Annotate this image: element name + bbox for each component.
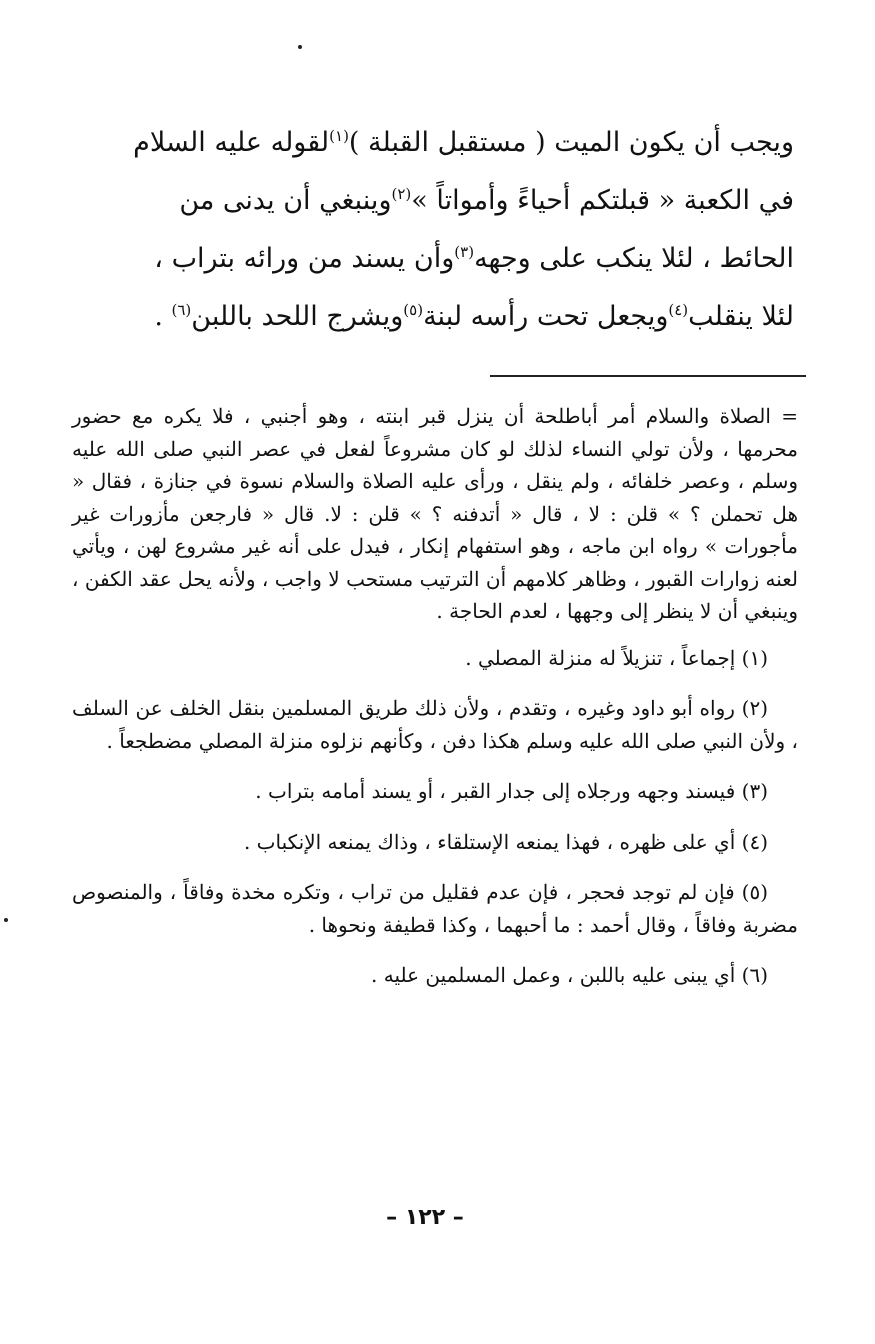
page-number: – ١٢٢ – bbox=[386, 1205, 464, 1230]
speck-mark bbox=[298, 45, 302, 49]
main-text-run: وأن يسند من ورائه بتراب ، bbox=[154, 243, 455, 274]
footnote-reference: (٣) bbox=[454, 243, 475, 261]
footnotes bbox=[72, 400, 798, 1010]
footnote-reference: (٥) bbox=[403, 301, 424, 319]
footnote-continuation: = الصلاة والسلام أمر أباطلحة أن ينزل قبر ابنته ، وهو أجنبي ، فلا يكره مع حضور محرمها ، ولأن تولي النساء لذلك لو كان مشروعاً لفعل في عصر النبي صلى الله عليه وسلم ، وعصر خلفائه ، ولم ينقل ، ورأى عليه الصلاة والسلام نسوة في جنازة ، فقال « هل تحملن ؟ » قلن : لا ، قال « أتدفنه ؟ » قلن : لا. قال « فارجعن مأزورات غير مأجورات » رواه ابن ماجه ، وهو استفهام إنكار ، فيدل على أنه غير مشروع لهن ، ويأتي لعنه زوارات القبور ، وظاهر كلامهم أن الترتيب مستحب لا واجب ، ولأنه يحل عقد الكفن ، وينبغي أن لا ينظر إلى وجهها ، لعدم الحاجة . bbox=[72, 404, 798, 623]
footnote-1 bbox=[72, 642, 798, 675]
footnote-6 bbox=[72, 959, 798, 992]
main-text-line bbox=[78, 230, 794, 288]
footnote-reference: (٢) bbox=[391, 185, 412, 203]
main-text-line bbox=[78, 288, 794, 346]
main-text bbox=[78, 114, 794, 346]
footnote-number: (٢) bbox=[741, 696, 768, 720]
speck-mark bbox=[4, 918, 8, 922]
footnote-text: رواه أبو داود وغيره ، وتقدم ، ولأن ذلك طريق المسلمين بنقل الخلف عن السلف ، ولأن النبي صلى الله عليه وسلم هكذا دفن ، وكأنهم نزلوه منزلة المصلي مضطجعاً . bbox=[72, 696, 798, 753]
footnote-text: أي على ظهره ، فهذا يمنعه الإستلقاء ، وذاك يمنعه الإنكباب . bbox=[243, 829, 736, 854]
footnote-number: (١) bbox=[741, 645, 768, 670]
footnote-reference: (١) bbox=[329, 127, 349, 145]
main-text-run: . bbox=[154, 301, 172, 332]
footnote-number: (٣) bbox=[741, 779, 768, 803]
footnote-text: فإن لم توجد فحجر ، فإن عدم فقليل من تراب ، وتكره مخدة وفاقاً ، والمنصوص مضربة وفاقاً ، وقال أحمد : ما أحبهما ، وكذا قطيفة ونحوها . bbox=[72, 880, 798, 937]
footnote-text: أي يبنى عليه باللبن ، وعمل المسلمين عليه . bbox=[371, 963, 736, 987]
footnote-reference: (٦) bbox=[171, 301, 192, 319]
main-text-line bbox=[78, 114, 794, 172]
footnote-3 bbox=[72, 775, 798, 808]
main-text-run: ويجعل تحت رأسه لبنة bbox=[423, 301, 669, 332]
main-text-run: ويشرج اللحد باللبن bbox=[191, 301, 404, 332]
footnote-2 bbox=[72, 692, 798, 757]
main-text-run: لئلا ينقلب bbox=[688, 301, 794, 332]
footnote-number: (٥) bbox=[741, 880, 768, 904]
footnote-number: (٤) bbox=[741, 829, 768, 854]
footnote-4 bbox=[72, 826, 798, 859]
main-text-line bbox=[78, 172, 794, 230]
footnote-reference: (٤) bbox=[668, 301, 689, 319]
main-text-run: لقوله عليه السلام bbox=[133, 127, 330, 158]
footnote-number: (٦) bbox=[741, 963, 768, 987]
footnote-divider bbox=[490, 375, 806, 377]
main-text-run: في الكعبة « قبلتكم أحياءً وأمواتاً » bbox=[411, 185, 794, 216]
main-text-run: الحائط ، لئلا ينكب على وجهه bbox=[474, 243, 794, 274]
main-text-run: ويجب أن يكون الميت ( مستقبل القبلة ) bbox=[348, 127, 794, 158]
footnote-text: إجماعاً ، تنزيلاً له منزلة المصلي . bbox=[465, 645, 736, 670]
footnote-text: فيسند وجهه ورجلاه إلى جدار القبر ، أو يسند أمامه بتراب . bbox=[255, 779, 736, 803]
main-text-run: وينبغي أن يدنى من bbox=[179, 185, 392, 216]
footnote-5 bbox=[72, 876, 798, 941]
